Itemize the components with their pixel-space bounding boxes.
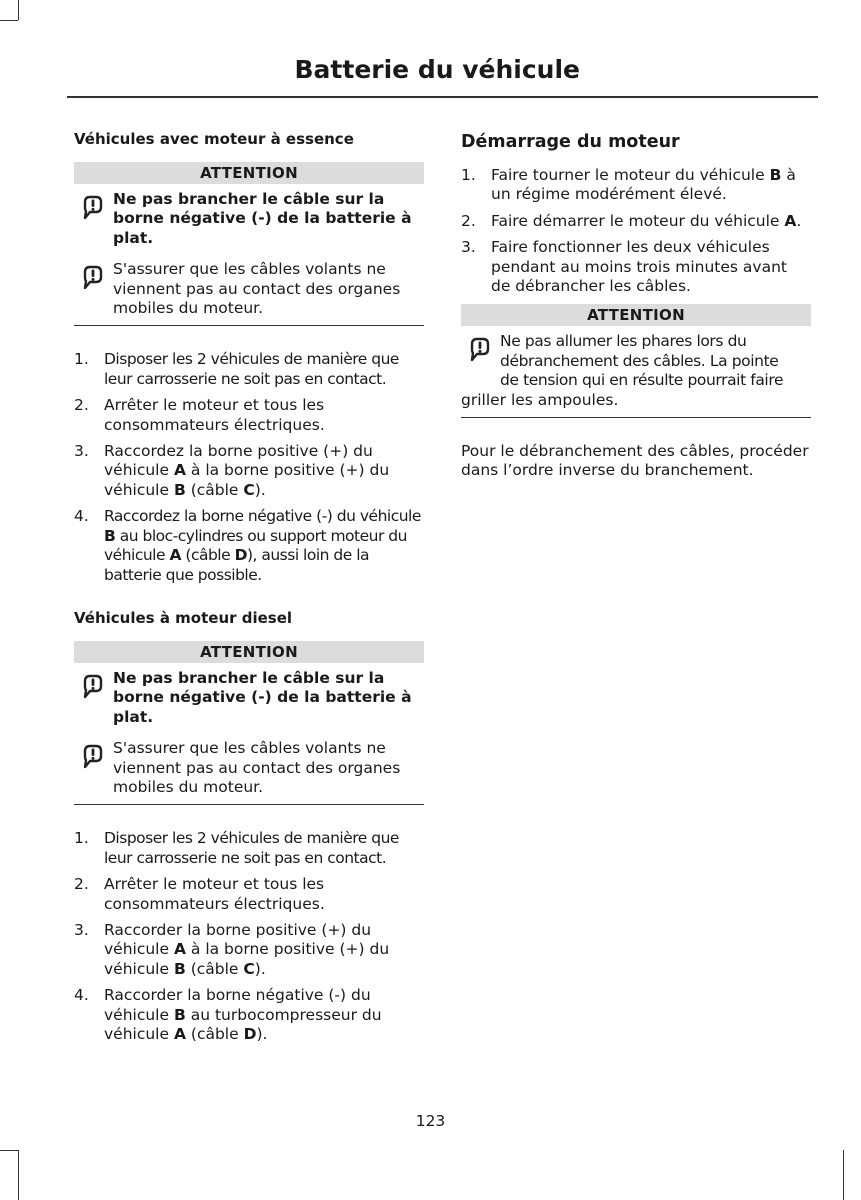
section-rule (461, 417, 811, 418)
list-item (74, 921, 424, 979)
list-item (74, 507, 424, 585)
warning-item (74, 260, 424, 318)
list-item (74, 875, 424, 914)
title-rule (67, 96, 818, 98)
section-rule (74, 325, 424, 326)
step-text: Faire tourner le moteur du véhicule B à un régime modérément élevé. (491, 166, 796, 204)
warning-item (74, 739, 424, 797)
petrol-heading: Véhicules avec moteur à essence (74, 130, 354, 148)
warning-text: Ne pas brancher le câble sur la borne négative (-) de la batterie à plat. (113, 190, 412, 247)
list-item (74, 442, 424, 500)
section-rule (74, 804, 424, 805)
warning-line: Ne pas allumer les phares lors du (500, 332, 747, 351)
crop-mark (18, 0, 19, 20)
step-text: Disposer les 2 véhicules de manière que leur carrosserie ne soit pas en contact. (104, 350, 399, 388)
left-column (74, 130, 424, 1051)
attention-bar: ATTENTION (461, 304, 811, 326)
step-text: Raccordez la borne positive (+) du véhicule A à la borne positive (+) du véhicule B (câble C). (104, 442, 390, 499)
list-item (461, 212, 811, 231)
step-text: Arrêter le moteur et tous les consommateurs électriques. (104, 396, 325, 434)
step-number: 3. (461, 238, 476, 257)
warning-text: S'assurer que les câbles volants ne viennent pas au contact des organes mobiles du moteur. (113, 260, 401, 318)
list-item (74, 350, 424, 389)
step-number: 4. (74, 986, 89, 1005)
step-number: 2. (74, 396, 89, 415)
step-number: 4. (74, 507, 89, 526)
petrol-steps (74, 350, 424, 584)
step-number: 1. (74, 350, 89, 369)
warning-item (74, 190, 424, 248)
list-item (74, 396, 424, 435)
warning-text: Ne pas brancher le câble sur la borne négative (-) de la batterie à plat. (113, 668, 412, 726)
warning-item (461, 332, 811, 390)
closing-paragraph: Pour le débranchement des câbles, procéder dans l’ordre inverse du branchement. (461, 442, 809, 480)
warning-line: de tension qui en résulte pourrait faire (500, 371, 784, 390)
crop-mark (843, 1150, 844, 1200)
warning-text (500, 332, 811, 390)
crop-mark (18, 1150, 19, 1200)
attention-bar: ATTENTION (74, 162, 424, 184)
diesel-heading: Véhicules à moteur diesel (74, 608, 293, 627)
warning-exclamation-icon (78, 742, 108, 772)
warning-item (74, 669, 424, 727)
list-item (74, 986, 424, 1044)
list-item (461, 238, 811, 296)
crop-mark (0, 1150, 18, 1151)
right-column (461, 130, 811, 481)
start-steps (461, 166, 811, 296)
crop-mark (0, 20, 18, 21)
warning-exclamation-icon (465, 335, 495, 365)
step-number: 2. (461, 211, 476, 230)
warning-exclamation-icon (78, 193, 108, 223)
list-item (461, 166, 811, 205)
diesel-steps (74, 829, 424, 1044)
step-number: 3. (74, 920, 89, 939)
list-item (74, 829, 424, 868)
warning-text-continued: griller les ampoules. (461, 390, 619, 409)
step-text: Raccordez la borne négative (-) du véhicule B au bloc-cylindres ou support moteur du véhicule A (câble D), aussi loin de la batterie que possible. (104, 507, 421, 584)
page-title: Batterie du véhicule (294, 55, 580, 84)
warning-line: débranchement des câbles. La pointe (500, 351, 779, 370)
step-number: 1. (74, 829, 89, 848)
warning-exclamation-icon (78, 672, 108, 702)
step-text: Faire démarrer le moteur du véhicule A. (491, 211, 802, 230)
attention-bar: ATTENTION (74, 641, 424, 663)
warning-text: S'assurer que les câbles volants ne viennent pas au contact des organes mobiles du moteur. (113, 739, 401, 796)
step-text: Raccorder la borne positive (+) du véhicule A à la borne positive (+) du véhicule B (câble C). (104, 920, 390, 978)
step-number: 2. (74, 875, 89, 894)
step-text: Faire fonctionner les deux véhicules pendant au moins trois minutes avant de débrancher les câbles. (491, 238, 787, 296)
warning-exclamation-icon (78, 263, 108, 293)
step-text: Raccorder la borne négative (-) du véhicule B au turbocompresseur du véhicule A (câble D). (104, 986, 382, 1043)
section-heading: Démarrage du moteur (461, 132, 680, 152)
page-number: 123 (415, 1112, 446, 1130)
step-text: Arrêter le moteur et tous les consommateurs électriques. (104, 875, 325, 913)
step-number: 1. (461, 166, 476, 184)
step-number: 3. (74, 442, 89, 461)
step-text: Disposer les 2 véhicules de manière que leur carrosserie ne soit pas en contact. (104, 829, 399, 867)
